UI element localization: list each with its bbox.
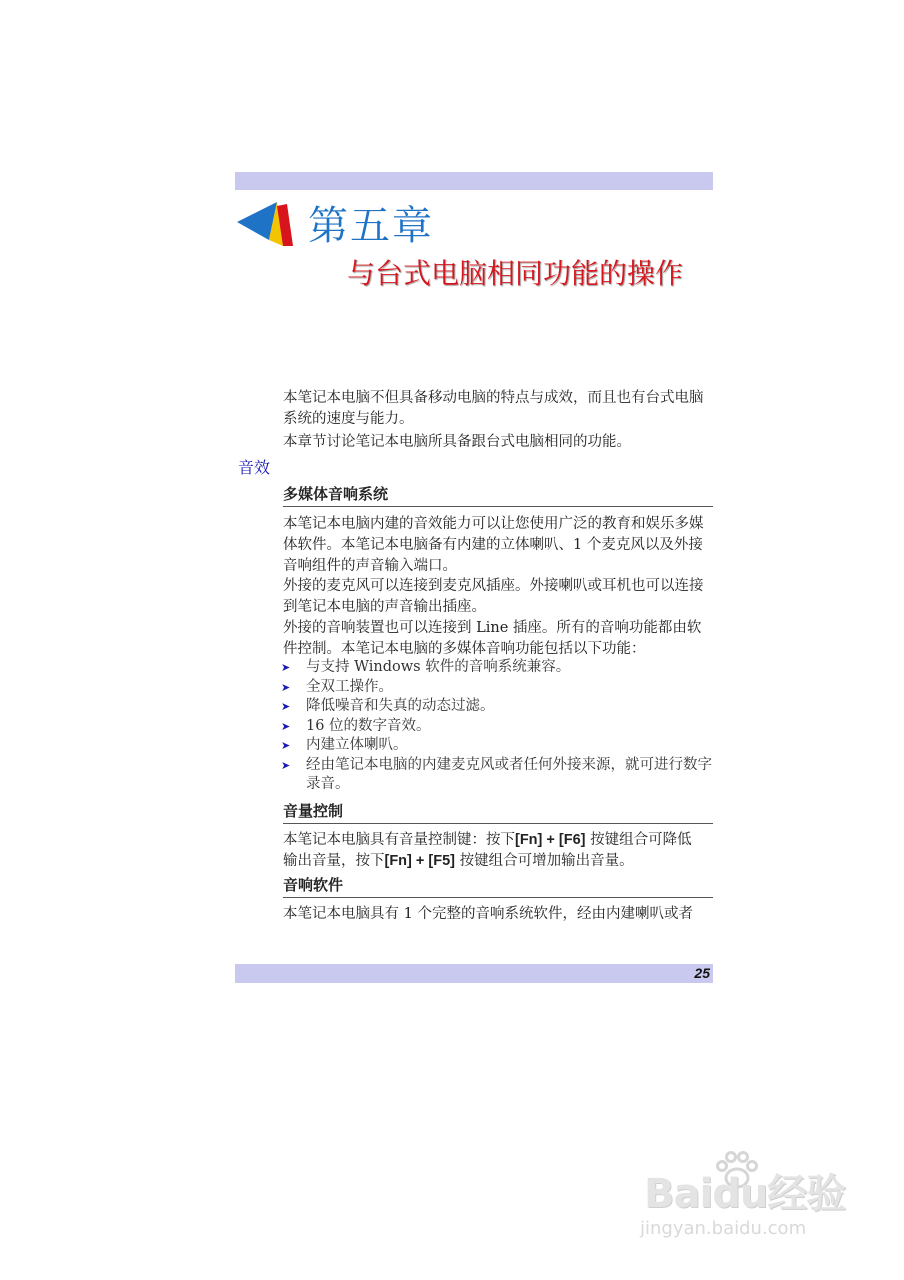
watermark-url: jingyan.baidu.com [640,1218,807,1239]
baidu-watermark [640,1150,860,1250]
list-item: ➤ 降低噪音和失真的动态过滤。 [281,697,713,717]
arrow-bullet-icon: ➤ [281,680,291,694]
volume-paragraph: 本笔记本电脑具有音量控制键：按下[Fn] + [F6] 按键组合可降低 输出音量，按下[Fn] + [F5] 按键组合可增加输出音量。 [283,832,692,869]
chapter-number: 第五章 [308,203,434,249]
page-number: 25 [694,965,710,981]
section-label-audio: 音效 [238,458,271,477]
list-item: ➤ 16 位的数字音效。 [281,717,713,737]
arrow-bullet-icon: ➤ [281,700,291,713]
arrow-bullet-icon: ➤ [281,719,291,733]
feature-list [281,658,713,795]
footer-band [235,964,713,983]
list-item: ➤ 内建立体喇叭。 [281,736,713,756]
key-combo-volume-down: [Fn] + [F6] [515,832,586,848]
list-item: ➤ 与支持 Windows 软件的音响系统兼容。 [281,658,713,678]
multimedia-paragraph-2: 外接的麦克风可以连接到麦克风插座。外接喇叭或耳机也可以连接到笔记本电脑的声音输出插座。 [283,578,704,615]
watermark-text: Baidu经验 [644,1171,846,1217]
key-combo-volume-up: [Fn] + [F5] [384,853,455,869]
list-item: ➤ 全双工操作。 [281,678,713,698]
multimedia-paragraph-1: 本笔记本电脑内建的音效能力可以让您使用广泛的教育和娱乐多媒体软件。本笔记本电脑备有内建的立体喇叭、1 个麦克风以及外接音响组件的声音输入端口。 [283,516,704,574]
chapter-logo-icon [237,200,295,248]
heading-multimedia-audio: 多媒体音响系统 [283,483,713,507]
arrow-bullet-icon: ➤ [281,758,291,772]
arrow-bullet-icon: ➤ [281,661,291,674]
list-item: ➤ 经由笔记本电脑的内建麦克风或者任何外接来源，就可进行数字录音。 [281,756,712,792]
intro-paragraph-1: 本笔记本电脑不但具备移动电脑的特点与成效，而且也有台式电脑系统的速度与能力。 [283,390,704,427]
arrow-bullet-icon: ➤ [281,739,291,752]
multimedia-paragraph-3: 外接的音响装置也可以连接到 Line 插座。所有的音响功能都由软件控制。本笔记本电脑的多媒体音响功能包括以下功能： [283,620,702,657]
audio-software-paragraph: 本笔记本电脑具有 1 个完整的音响系统软件，经由内建喇叭或者 [283,906,693,922]
heading-volume-control: 音量控制 [283,800,713,824]
header-band [235,172,713,190]
heading-audio-software: 音响软件 [283,874,713,898]
intro-paragraph-2: 本章节讨论笔记本电脑所具备跟台式电脑相同的功能。 [283,434,631,450]
chapter-title: 与台式电脑相同功能的操作 [347,257,684,290]
